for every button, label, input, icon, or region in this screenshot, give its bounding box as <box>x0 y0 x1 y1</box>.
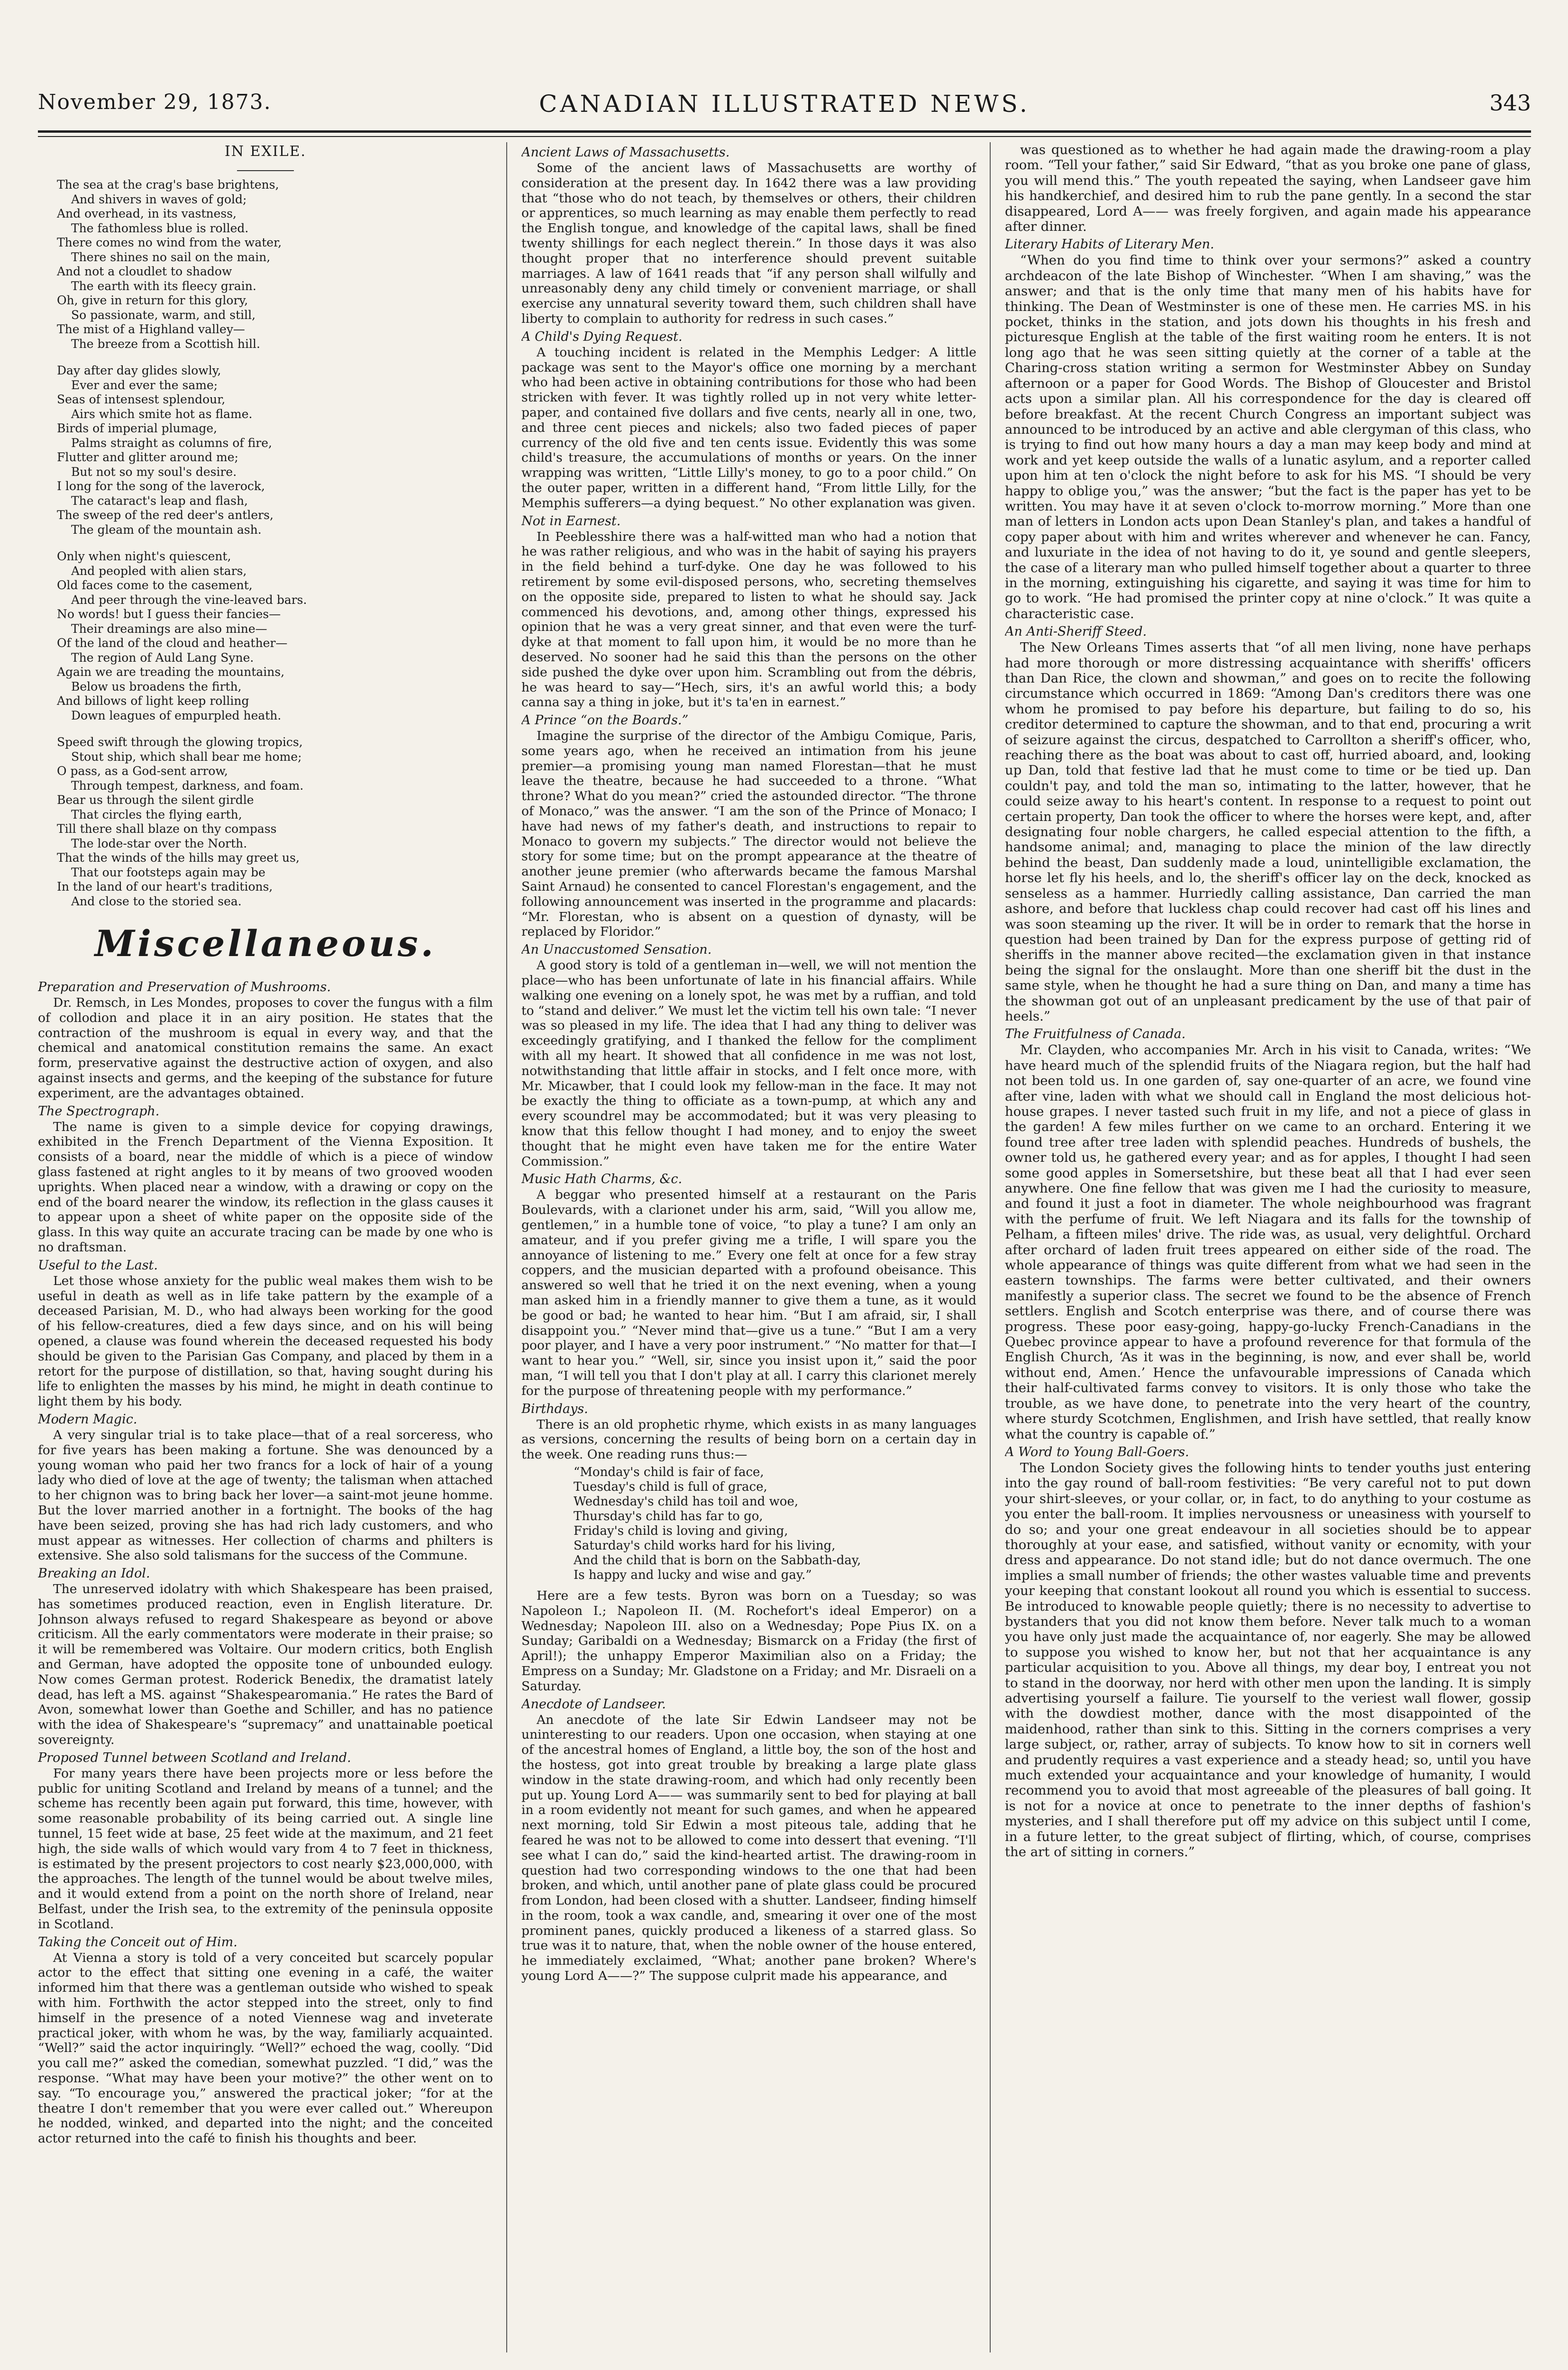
poem-line: The earth with its fleecy grain. <box>71 279 256 293</box>
issue-date: November 29, 1873. <box>38 90 272 114</box>
column-1 <box>38 142 493 2357</box>
poem-stanza <box>38 735 493 909</box>
article-heading: Taking the Conceit out of Him. <box>38 1934 237 1950</box>
poem-line: And not a cloudlet to shadow <box>57 264 232 278</box>
rhyme-line: Tuesday's child is full of grace, <box>574 1479 767 1494</box>
article-body: The unreserved idolatry with which Shakespeare has been praised, has sometimes produced reaction, even in English literature. Dr. Johnson always refused to regard Shakespeare as beyond or above criticism. All the early commentators were moderate in their praise; so it will be remembered was Voltaire. Our modern critics, both English and German, have adopted the opposite tone of unbounded eulogy. Now comes German protest. Roderick Benedix, the dramatist lately dead, has left a MS. against “Shakespearomania.” He rates the Bard of Avon, somewhat lower than Goethe and Schiller, and has no patience with the idea of Shakespeare's “supremacy” and unattainable poetical sovereignty. <box>38 1582 493 1748</box>
poem-line: Airs which smite hot as flame. <box>71 407 253 421</box>
article-body: A touching incident is related in the Memphis Ledger: A little package was sent to the Mayor's office one morning by a merchant who had been active in obtaining contributions for those who had been stricken with fever. It was tightly rolled up in not very white letter-paper, and contained five dollars and five cents, nearly all in one, two, and three cent pieces and nickels; also two faded pieces of paper currency of the old five and ten cents issue. Evidently this was some child's treasure, the accumulations of months or years. On the inner wrapping was written, “Little Lilly's money, to go to a poor child.” On the outer paper, written in a different hand, “From little Lilly, for the Memphis sufferers—a dying bequest.” No other explanation was given. <box>521 345 976 510</box>
article-list <box>521 145 976 1462</box>
article-body: For many years there have been projects more or less before the public for uniting Scotland and Ireland by means of a tunnel; and the scheme has recently been again put forward, this time, however, with some reasonable probability of its being carried out. A single line tunnel, 15 feet wide at base, 25 feet wide at the maximum, and 21 feet high, the side walls of which would vary from 4 to 7 feet in thickness, is estimated by the present projectors to cost nearly $23,000,000, with the approaches. The length of the tunnel would be about twelve miles, and it would extend from a point on the north shore of Ireland, near Belfast, under the Irish sea, to the extremity of the peninsula opposite in Scotland. <box>38 1766 493 1932</box>
column-3 <box>1005 142 1531 2357</box>
poem-line: Birds of imperial plumage, <box>57 421 218 435</box>
poem-line: Their dreamings are also mine— <box>71 621 267 636</box>
article-heading: A Child's Dying Request. <box>521 329 683 344</box>
poem <box>38 178 493 909</box>
column-divider <box>990 142 991 2352</box>
rhyme-line: Wednesday's child has toil and woe, <box>574 1494 799 1509</box>
article-heading: Anecdote of Landseer. <box>521 1696 666 1712</box>
poem-line: The breeze from a Scottish hill. <box>71 337 260 351</box>
poem-line: There shines no sail on the main, <box>71 250 271 264</box>
article-heading: Birthdays. <box>521 1401 588 1416</box>
poem-line: Oh, give in return for this glory, <box>57 293 248 307</box>
article-heading: Useful to the Last. <box>38 1258 158 1273</box>
poem-line: Seas of intensest splendour, <box>57 392 226 406</box>
poem-stanza <box>38 364 493 537</box>
poem-line: Old faces come to the casement, <box>57 578 253 592</box>
column-2 <box>521 142 976 2357</box>
birthday-rhyme <box>521 1465 976 1583</box>
poem-line: Day after day glides slowly, <box>57 364 221 377</box>
article-body: Dr. Remsch, in Les Mondes, proposes to cover the fungus with a film of collodion and place it in an airy position. He states that the contraction of the mushroom is equal in every way, and that the chemical and anatomical constitution remains the same. An exact form, preservative against the destructive action of oxygen, and also against insects and germs, and the keeping of the substance for future experiment, are the advantages obtained. <box>38 995 493 1101</box>
poem-line: I long for the song of the laverock, <box>57 479 265 493</box>
poem-line: In the land of our heart's traditions, <box>57 880 273 893</box>
poem-stanza <box>38 549 493 723</box>
rhyme-line: Is happy and lucky and wise and gay.” <box>574 1568 812 1582</box>
poem-line: Again we are treading the mountains, <box>57 665 285 679</box>
article-list <box>521 1588 976 1984</box>
poem-line: Bear us through the silent girdle <box>57 793 254 807</box>
article-heading: Preparation and Preservation of Mushrooms. <box>38 980 331 994</box>
poem-line: The cataract's leap and flash, <box>71 493 248 508</box>
article-heading: A Word to Young Ball-Goers. <box>1005 1444 1189 1459</box>
poem-line: The mist of a Highland valley— <box>57 322 245 336</box>
poem-line: There comes no wind from the water, <box>57 236 282 249</box>
title-rule <box>237 170 294 171</box>
article-list <box>38 980 493 2146</box>
article-body: Mr. Clayden, who accompanies Mr. Arch in his visit to Canada, writes: “We have heard much of the splendid fruits of the Niagara region, but the half had not been told us. In one garden of, say one-quarter of an acre, we found vine after vine, laden with what we should call in England the most delicious hot-house grapes. I never tasted such fruit in my life, and not a piece of glass in the garden! A few miles further on we came to an orchard. Entering it we found tree after tree laden with splendid peaches. Hundreds of bushels, the owner told us, he gathered every year; and as for apples, I thought I had seen some good apples in Somersetshire, but these beat all that I had ever seen anywhere. One fine fellow that was given me I had the curiosity to measure, and found it just a foot in diameter. The whole neighbourhood was fragrant with the perfume of fruit. We left Niagara and its falls for the township of Pelham, a fifteen miles' drive. The ride was, as usual, very delightful. Orchard after orchard of laden fruit trees appeared on either side of the road. The whole appearance of things was quite different from what we had seen in the eastern townships. The farms were better cultivated, and their owners manifestly a superior class. The secret we found to be the absence of French settlers. English and Scotch enterprise was there, and of course there was progress. These poor easy-going, happy-go-lucky French-Canadians in the Quebec province appear to have a profound reverence for that formula of the English Church, ‘As it was in the beginning, is now, and ever shall be, world without end, Amen.’ Hence the unfavourable impressions of Canada which their half-cultivated farms convey to visitors. It is only those who take the trouble, as we have done, to penetrate into the very heart of the country, where sturdy Scotchmen, Englishmen, and Irish have settled, that really know what the country is capable of.” <box>1005 1042 1531 1442</box>
article-body: The London Society gives the following hints to tender youths just entering into the gay round of ball-room festivities: “Be very careful not to put down your shirt-sleeves, or your collar, or, in fact, to do anything to your costume as you enter the ball-room. It implies nervousness or uneasiness with yourself to do so; and your one great endeavour in all societies should be to appear thoroughly at your ease, and satisfied, without vanity or ecnomity, with your dress and appearance. Do not stand idle; but do not dance overmuch. The one implies a small number of friends; the other wastes valuable time and prevents your keeping that constant lookout all round you which is essential to success. Be introduced to knowable people quietly; there is no necessity to advertise to bystanders that you did not know them before. Never talk much to a woman you have only just made the acquaintance of, nor eagerly. She may be allowed to suppose you wished to know her, but not that her acquaintance is any particular acquisition to you. Above all things, my dear boy, I entreat you not to stand in the doorway, nor herd with other men upon the landing. It is simply advertising yourself a failure. Tie yourself to the veriest wall flower, gossip with the dowdiest mother, dance with the most disappointed of the maidenhood, rather than sink to this. Sitting in the corners comprises a very large subject, or, rather, array of subjects. To know how to sit in corners well and prudently requires a vast experience and a steady head; so, until you have much extended your acquaintance and your knowledge of humanity, I would recommend you to avoid that most agreeable of the pleasures of ball going. It is not for a novice at once to penetrate to the inner depths of fashion's mysteries, and I shall therefore put off my advice on this subject until I come, in a future letter, to the great subject of flirting, which, of course, comprises the art of sitting in corners.” <box>1005 1460 1531 1860</box>
poem-line: The gleam of the mountain ash. <box>71 522 262 537</box>
article-body: Imagine the surprise of the director of the Ambigu Comique, Paris, some years ago, when he received an intimation from his jeune premier—a promising young man named Florestan—that he must leave the theatre, because he had succeeded to a throne. “What throne? What do you mean?” cried the astounded director. “The throne of Monaco,” was the answer. “I am the son of the Prince of Monaco; I have had news of my father's death, and instructions to repair to Monaco to govern my subjects.” The director would not believe the story for some time; but on the prompt appearance at the theatre of another jeune premier (who afterwards became the famous Marshal Saint Arnaud) he consented to cancel Florestan's engagement, and the following announcement was inserted in the programme and placards: “Mr. Florestan, who is absent on a question of dynasty, will be replaced by Floridor.” <box>521 729 976 939</box>
article-heading: The Fruitfulness of Canada. <box>1005 1027 1186 1042</box>
poem-line: Till there shall blaze on thy compass <box>57 822 277 836</box>
poem-line: O pass, as a God-sent arrow, <box>57 764 228 778</box>
section-heading: Miscellaneous. <box>94 922 437 965</box>
article-body: was questioned as to whether he had again made the drawing-room a play room. “Tell your father,” said Sir Edward, “that as you broke one pane of glass, you will mend this.” The youth repeated the saying, when Landseer gave him his handkerchief, and desired him to rub the pane gently. In a second the star disappeared, Lord A—— was freely forgiven, and again made his appearance after dinner. <box>1005 142 1531 235</box>
masthead-rule-thin <box>38 136 1531 137</box>
article-body: The New Orleans Times asserts that “of all men living, none have perhaps had more thorough or more distressing acquaintance with sheriffs' officers than Dan Rice, the clown and showman,” and goes on to recite the following circumstance which occurred in 1869: “Among Dan's creditors there was one whom he promised to pay before his departure, but failing to do so, his creditor determined to capture the showman, and to that end, procuring a writ of seizure against the circus, despatched to Carrollton a sheriff's officer, who, reaching there as the boat was about to cast off, hurried aboard, and, looking up Dan, told that festive lad that he must come to time or be tied up. Dan couldn't pay, and told the man so, intimating to the latter, however, that he could seize away to his heart's content. In response to a request to point out certain property, Dan took the officer to where the horses were kept, and, after designating four noble chargers, he called especial attention to the fifth, a handsome animal; and, managing to place the minion of the law directly behind the beast, Dan suddenly made a loud, unintelligible exclamation, the horse let fly his heels, and lo, the sheriff's officer lay on the deck, knocked as senseless as a hammer. Hurriedly calling assistance, Dan carried the man ashore, and before that luckless chap could recover had cast off his lines and was soon steaming up the river. It will be in order to remark that the horse in question had been trained by Dan for the express purpose of getting rid of sheriffs in the manner above recited—the exclamation given in that instance being the signal for the onslaught. More than one sheriff bit the dust in the same style, when he thought he had a sure thing on Dan, and many a time has the showman got out of an unpleasant predicament by the use of that pair of heels.” <box>1005 640 1531 1024</box>
poem-line: The sea at the crag's base brightens, <box>57 178 279 191</box>
poem-line: The sweep of the red deer's antlers, <box>57 508 273 522</box>
masthead <box>38 90 1531 128</box>
masthead-rule <box>38 130 1531 133</box>
article-heading: Literary Habits of Literary Men. <box>1005 237 1214 252</box>
article-body: “When do you find time to think over your sermons?” asked a country archdeacon of the late Bishop of Winchester. “When I am shaving,” was the answer; and that is the only time that many men of his habits have for thinking. The Dean of Westminster is one of these men. He carries MS. in his pocket, thinks in the station, and jots down his thoughts in his fresh and picturesque English at the table of the first waiting room he enters. It is not long ago that he was seen sitting quietly at the corner of a table at the Charing-cross station writing a sermon for Westminster Abbey on Sunday afternoon or a paper for Good Words. The Bishop of Gloucester and Bristol acts upon a similar plan. All his correspondence for the day is cleared off before breakfast. At the recent Church Congress an important subject was announced to be introduced by an active and able clergyman of this class, who is trying to find out how many hours a day a man may keep body and mind at work and yet keep outside the walls of a lunatic asylum, and a reporter called upon him at ten o'clock the night before to ask for his MS. “I should be very happy to oblige you,” was the answer; “but the fact is the paper has yet to be written. You may have it at seven o'clock to-morrow morning.” More than one man of letters in London acts upon Dean Stanley's plan, and takes a handful of copy paper about with him and writes wherever and whenever he can. Fancy, and luxuriate in the idea of not having to do it, ye sound and gentle sleepers, the case of a literary man who pulled himself together about a quarter to three in the morning, extinguishing his cigarette, and saying it was time for him to go to work. “He had promised the printer copy at nine o'clock.” It was quite a characteristic case. <box>1005 253 1531 621</box>
poem-stanza <box>38 178 493 351</box>
article-body: Let those whose anxiety for the public weal makes them wish to be useful in death as well as in life take pattern by the example of a deceased Parisian, M. D., who had always been working for the good of his fellow-creatures, died a few days since, and on his will being opened, a clause was found wherein the deceased requested his body should be given to the Parisian Gas Company, and placed by them in a retort for the purpose of distillation, so that, having sought during his life to enlighten the masses by his mind, he might in death continue to light them by his body. <box>38 1273 493 1409</box>
poem-line: Only when night's quiescent, <box>57 549 231 563</box>
poem-line: Ever and ever the same; <box>71 378 218 392</box>
article-body: The name is given to a simple device for copying drawings, exhibited in the French Department of the Vienna Exposition. It consists of a board, near the middle of which is a piece of window glass fastened at right angles to it by means of two grooved wooden uprights. When placed near a window, with a drawing or copy on the end of the board nearer the window, its reflection in the glass causes it to appear upon a sheet of white paper on the opposite side of the glass. In this way quite an accurate tracing can be made by one who is no draftsman. <box>38 1119 493 1255</box>
poem-line: And peer through the vine-leaved bars. <box>71 592 307 607</box>
rhyme-line: Saturday's child works hard for his living, <box>574 1538 836 1553</box>
poem-line: Through tempest, darkness, and foam. <box>71 778 304 793</box>
poem-title: IN EXILE. <box>224 143 307 160</box>
article-body: Here are a few tests. Byron was born on a Tuesday; so was Napoleon I.; Napoleon II. (M. Rochefort's ideal Emperor) on a Wednesday; Napoleon III. also on a Wednesday; Pope Pius IX. on a Sunday; Garibaldi on a Wednesday; Bismarck on a Friday (the first of April!); the unhappy Emperor Maximilian also on a Friday; the Empress on a Sunday; Mr. Gladstone on a Friday; and Mr. Disraeli on a Saturday. <box>521 1588 976 1694</box>
rhyme-line: “Monday's child is fair of face, <box>574 1465 764 1479</box>
poem-line: And billows of light keep rolling <box>57 694 249 708</box>
poem-line: The region of Auld Lang Syne. <box>71 650 254 665</box>
article-heading: Ancient Laws of Massachusetts. <box>521 145 730 160</box>
poem-line: And overhead, in its vastness, <box>57 207 237 220</box>
article-heading: The Spectrograph. <box>38 1103 160 1119</box>
poem-line: The lode-star over the North. <box>71 836 247 850</box>
article-body: There is an old prophetic rhyme, which exists in as many languages as versions, concerning the results of being born on a certain day in the week. One reading runs thus:— <box>521 1417 976 1462</box>
article-body: A good story is told of a gentleman in—well, we will not mention the place—who has been unfortunate of late in his financial affairs. While walking one evening on a lonely spot, he was met by a ruffian, and told to “stand and deliver.” We must let the victim tell his own tale: “I never was so pleased in my life. The idea that I had any thing to deliver was exceedingly gratifying, and I thanked the fellow for the compliment with all my heart. It showed that all confidence in me was not lost, notwithstanding that little affair in stocks, and I felt once more, with Mr. Micawber, that I could look my fellow-man in the face. It may not be exactly the thing to officiate as a town-pump, at which any and every scoundrel may be accommodated; but it was very pleasing to know that this fellow thought I had money, and to enjoy the sweet thought that he might even have taken me for the entire Water Commission.” <box>521 958 976 1169</box>
rhyme-line: Friday's child is loving and giving, <box>574 1523 788 1538</box>
poem-line: Speed swift through the glowing tropics, <box>57 735 303 749</box>
page-number: 343 <box>1489 90 1531 116</box>
rhyme-line: And the child that is born on the Sabbath-day, <box>574 1553 861 1568</box>
article-heading: An Anti-Sheriff Steed. <box>1005 624 1147 639</box>
poem-line: But not so my soul's desire. <box>71 465 237 479</box>
poem-line: Below us broadens the firth, <box>71 679 242 693</box>
article-heading: Breaking an Idol. <box>38 1566 150 1581</box>
article-body: An anecdote of the late Sir Edwin Landseer may not be uninteresting to our readers. Upon one occasion, when staying at one of the ancestral homes of England, a little boy, the son of the host and the hostess, got into great trouble by breaking a large plate glass window in the state drawing-room, and which had only recently been put up. Young Lord A—— was summarily sent to bed for playing at ball in a room evidently not meant for such games, and when he appeared next morning, told Sir Edwin a most piteous tale, adding that he feared he was not to be allowed to come into dessert that evening. “I'll see what I can do,” said the kind-hearted artist. The drawing-room in question had two corresponding windows to the one that had been broken, and which, until another pane of plate glass could be procured from London, had been closed with a shutter. Landseer, finding himself in the room, took a wax candle, and, smearing it over one of the most prominent panes, quickly produced a likeness of a starred glass. So true was it to nature, that, when the noble owner of the house entered, he immediately exclaimed, “What; another pane broken? Where's young Lord A——?” The suppose culprit made his appearance, and <box>521 1712 976 1984</box>
poem-line: That the winds of the hills may greet us, <box>57 851 300 865</box>
article-body: At Vienna a story is told of a very conceited but scarcely popular actor to the effect that sitting one evening in a café, the waiter informed him that there was a gentleman outside who wished to speak with him. Forthwith the actor stepped into the street, only to find himself in the presence of a noted Viennese wag and inveterate practical joker, with whom he was, by the way, familiarly acquainted. “Well?” said the actor inquiringly. “Well?” echoed the wag, coolly. “Did you call me?” asked the comedian, somewhat puzzled. “I did,” was the response. “What may have been your motive?” the other went on to say. “To encourage you,” answered the practical joker; “for at the theatre I don't remember that you were ever called out.” Whereupon he nodded, winked, and departed into the night; and the conceited actor returned into the café to finish his thoughts and beer. <box>38 1950 493 2146</box>
column-divider <box>506 142 507 2352</box>
article-body: In Peeblesshire there was a half-witted man who had a notion that he was rather religious, and who was in the habit of saying his prayers in the field behind a turf-dyke. One day he was followed to his retirement by some evil-disposed persons, who, secreting themselves on the opposite side, prepared to listen to what he should say. Jack commenced his devotions, and, among other things, expressed his opinion that he was a very great sinner, and that even were the turf-dyke at that moment to fall upon him, it would be no more than he deserved. No sooner had he said this than the persons on the other side pushed the dyke over upon him. Scrambling out from the débris, he was heard to say—“Hech, sirs, it's an awful world this; a body canna say a thing in joke, but it's ta'en in earnest.” <box>521 529 976 710</box>
newspaper-title: CANADIAN ILLUSTRATED NEWS. <box>539 90 1030 118</box>
poem-line: That our footsteps again may be <box>71 865 265 879</box>
article-heading: Music Hath Charms, &c. <box>521 1172 683 1187</box>
poem-line: Stout ship, which shall bear me home; <box>71 749 302 764</box>
article-heading: A Prince “on the Boards.” <box>521 713 689 728</box>
article-heading: Proposed Tunnel between Scotland and Ireland. <box>38 1750 351 1765</box>
article-body: A beggar who presented himself at a restaurant on the Paris Boulevards, with a clarionet under his arm, said, “Will you allow me, gentlemen,” in a humble tone of voice, “to play a tune? I am only an amateur, and if you prefer giving me a trifle, I will spare you the annoyance of listening to me.” Every one felt at once for a few stray coppers, and the musician departed with a profound obeisance. This answered so well that he tried it on the next evening, when a young man asked him in a friendly manner to give them a tune, as it would be good or bad; he wanted to hear him. “But I am afraid, sir, I shall disappoint you.” “Never mind that—give us a tune.” “But I am a very poor player, and I have a very poor instrument.” “No matter for that—I want to hear you.” “Well, sir, since you insist upon it,” said the poor man, “I will tell you that I don't play at all. I carry this clarionet merely for the purpose of threatening people with my performance.” <box>521 1187 976 1398</box>
article-list <box>1005 142 1531 1860</box>
poem-line: Palms straight as columns of fire, <box>71 436 272 450</box>
article-body: A very singular trial is to take place—that of a real sorceress, who for five years has been making a fortune. She was denounced by a young woman who paid her two francs for a lock of hair of a young lady who died of love at the age of twenty; the talisman when attached to her chignon was to bring back her lover—a saint‑mot jeune homme. But the lover married another in a fortnight. The books of the hag have been seized, proving she has had rich lady customers, and who must appear as witnesses. Her collection of charms and philters is extensive. She also sold talismans for the success of the Commune. <box>38 1427 493 1563</box>
poem-line: So passionate, warm, and still, <box>71 308 256 322</box>
article-heading: Not in Earnest. <box>521 513 621 529</box>
poem-line: That circles the flying earth, <box>71 807 242 821</box>
poem-line: Of the land of the cloud and heather— <box>57 636 288 650</box>
poem-line: Flutter and glitter around me; <box>57 450 238 464</box>
poem-line: No words! but I guess their fancies— <box>57 607 281 621</box>
rhyme-line: Thursday's child has far to go, <box>574 1509 763 1523</box>
poem-line: And close to the storied sea. <box>71 894 242 908</box>
poem-line: And peopled with alien stars, <box>71 564 247 578</box>
poem-line: Down leagues of empurpled heath. <box>71 708 282 722</box>
article-heading: Modern Magic. <box>38 1412 137 1427</box>
poem-line: The fathomless blue is rolled. <box>71 221 249 235</box>
article-heading: An Unaccustomed Sensation. <box>521 942 712 957</box>
article-body: Some of the ancient laws of Massachusetts are worthy of consideration at the present day. In 1642 there was a law providing that “those who do not teach, by themselves or others, their children or apprentices, so much learning as may enable them perfectly to read the English tongue, and knowledge of the capital laws, shall be fined twenty shillings for each neglect therein.” In those days it was also thought proper that no interference should prevent suitable marriages. A law of 1641 reads that “if any person shall wilfully and unreasonably deny any child timely or convenient marriage, or shall exercise any unnatural severity toward them, such children shall have liberty to complain to authority for redress in such cases.” <box>521 161 976 326</box>
poem-line: And shivers in waves of gold; <box>71 192 247 206</box>
